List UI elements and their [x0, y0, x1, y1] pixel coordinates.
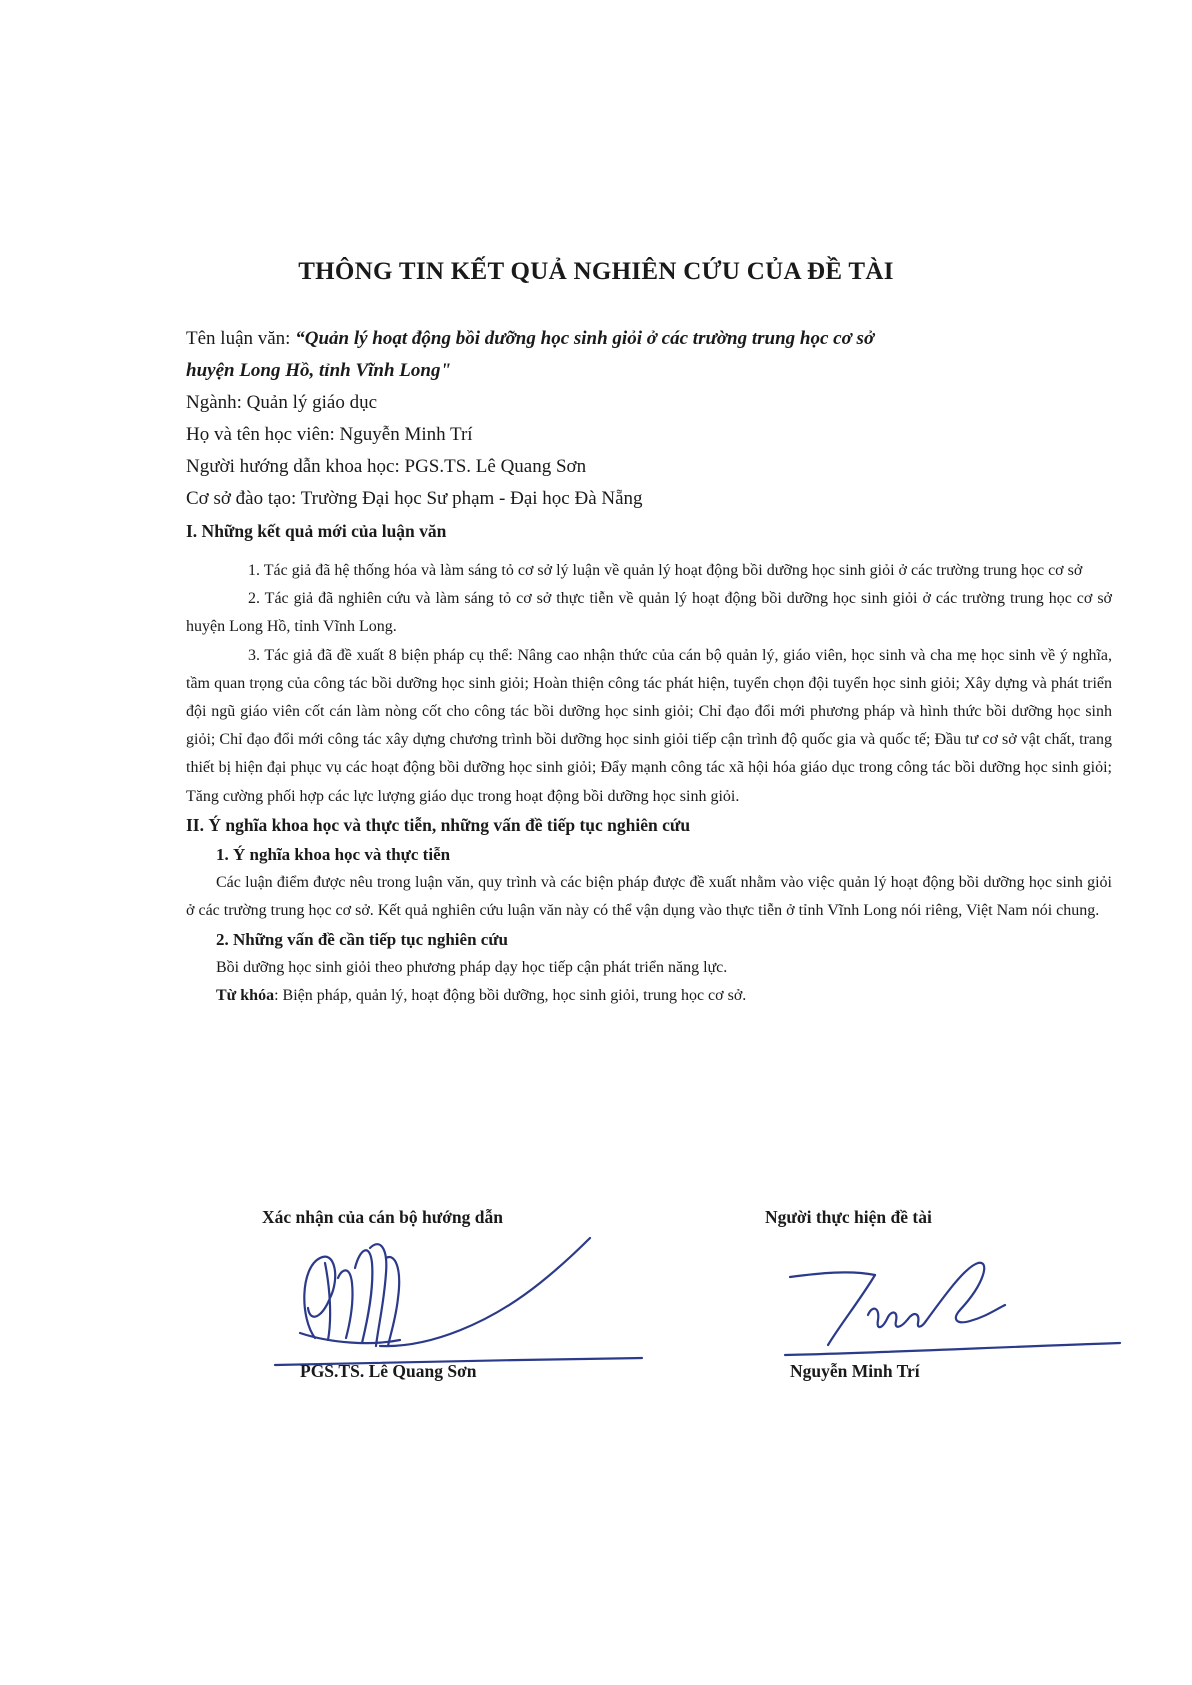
result-item-3: 3. Tác giả đã đề xuất 8 biện pháp cụ thể: Nâng cao nhận thức của cán bộ quản lý, giáo viên, học sinh và cha mẹ học sinh về ý nghĩa, tầm quan trọng của công tác bồi dưỡng học sinh giỏi; Hoàn thiện công tác phát hiện, tuyển chọn đội tuyển học sinh giỏi; Xây dựng và phát triển đội ngũ giáo viên cốt cán làm nòng cốt cho công tác bồi dưỡng học sinh giỏi; Chỉ đạo đổi mới phương pháp và hình thức bồi dưỡng học sinh giỏi; Chỉ đạo đổi mới công tác xây dựng chương trình bồi dưỡng học sinh giỏi tiếp cận trình độ quốc gia và quốc tế; Đầu tư cơ sở vật chất, trang thiết bị hiện đại phục vụ các hoạt động bồi dưỡng học sinh giỏi; Đẩy mạnh công tác xã hội hóa giáo dục trong công tác bồi dưỡng học sinh giỏi; Tăng cường phối hợp các lực lượng giáo dục trong hoạt động bồi dưỡng học sinh giỏi. — [186, 646, 1112, 805]
thesis-title-part-1: “Quản lý hoạt động bồi dưỡng học sinh giỏi ở các trường trung học cơ sở — [295, 328, 875, 349]
keywords-label: Từ khóa — [216, 987, 275, 1005]
section-2-sub1-heading: 1. Ý nghĩa khoa học và thực tiễn — [216, 844, 451, 864]
student-line: Họ và tên học viên: Nguyễn Minh Trí — [186, 424, 473, 445]
result-item-1: 1. Tác giả đã hệ thống hóa và làm sáng tỏ cơ sở lý luận về quản lý hoạt động bồi dưỡng học sinh giỏi ở các trường trung học cơ sở — [248, 562, 1083, 579]
thesis-title-line-1 — [186, 323, 1116, 355]
section-2-sub2-text: Bồi dưỡng học sinh giỏi theo phương pháp dạy học tiếp cận phát triển năng lực. — [216, 959, 728, 977]
keywords-text: : Biện pháp, quản lý, hoạt động bồi dưỡng, học sinh giỏi, trung học cơ sở. — [274, 987, 747, 1005]
author-label: Người thực hiện đề tài — [765, 1207, 932, 1227]
thesis-label: Tên luận văn: — [186, 328, 296, 349]
section-1-body — [186, 557, 1112, 1011]
keywords-line — [186, 982, 1112, 1010]
author-signature — [780, 1255, 1130, 1365]
advisor-signature — [270, 1228, 650, 1368]
document-title: THÔNG TIN KẾT QUẢ NGHIÊN CỨU CỦA ĐỀ TÀI — [298, 258, 894, 285]
thesis-title-line-2: huyện Long Hồ, tỉnh Vĩnh Long" — [186, 360, 452, 381]
result-item-2: 2. Tác giả đã nghiên cứu và làm sáng tỏ cơ sở thực tiễn về quản lý hoạt động bồi dưỡng học sinh giỏi ở các trường trung học cơ sở huyện Long Hồ, tỉnh Vĩnh Long. — [186, 590, 1112, 636]
institution-line: Cơ sở đào tạo: Trường Đại học Sư phạm - Đại học Đà Nẵng — [186, 488, 643, 509]
advisor-name: PGS.TS. Lê Quang Sơn — [300, 1361, 477, 1381]
section-2-heading: II. Ý nghĩa khoa học và thực tiễn, những vấn đề tiếp tục nghiên cứu — [186, 814, 691, 835]
advisor-line: Người hướng dẫn khoa học: PGS.TS. Lê Quang Sơn — [186, 456, 587, 477]
advisor-confirmation-label: Xác nhận của cán bộ hướng dẫn — [262, 1207, 503, 1227]
section-2-sub2-heading: 2. Những vấn đề cần tiếp tục nghiên cứu — [216, 930, 508, 950]
author-name: Nguyễn Minh Trí — [790, 1361, 920, 1381]
section-1-heading: I. Những kết quả mới của luận văn — [186, 521, 447, 541]
major-line: Ngành: Quản lý giáo dục — [186, 392, 378, 413]
section-2-sub1-text: Các luận điểm được nêu trong luận văn, quy trình và các biện pháp được đề xuất nhằm vào việc quản lý hoạt động bồi dưỡng học sinh giỏi ở các trường trung học cơ sở. Kết quả nghiên cứu luận văn này có thể vận dụng vào thực tiễn ở tỉnh Vĩnh Long nói riêng, Việt Nam nói chung. — [186, 873, 1112, 920]
thesis-info-block — [186, 323, 1116, 547]
